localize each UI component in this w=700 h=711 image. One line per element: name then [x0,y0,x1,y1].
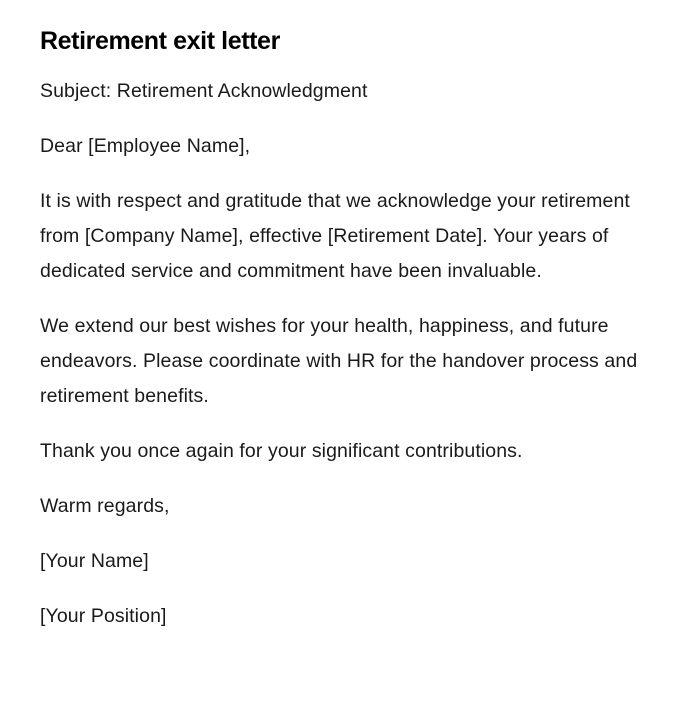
salutation: Dear [Employee Name], [40,135,251,157]
page-title: Retirement exit letter [40,27,280,55]
signer-name: [Your Name] [40,550,149,572]
thanks-line: Thank you once again for your significant contributions. [40,440,523,462]
body-paragraph-acknowledgment: It is with respect and gratitude that we acknowledge your retirement from [Company Name], effective [Retirement Date]. Your years of dedicated service and commitment have been invaluable. [40,190,630,282]
closing-line: Warm regards, [40,495,170,517]
body-paragraph-wishes: We extend our best wishes for your health, happiness, and future endeavors. Please coordinate with HR for the handover process and retirement benefits. [40,315,638,407]
signer-position: [Your Position] [40,605,167,627]
subject-line: Subject: Retirement Acknowledgment [40,80,368,102]
